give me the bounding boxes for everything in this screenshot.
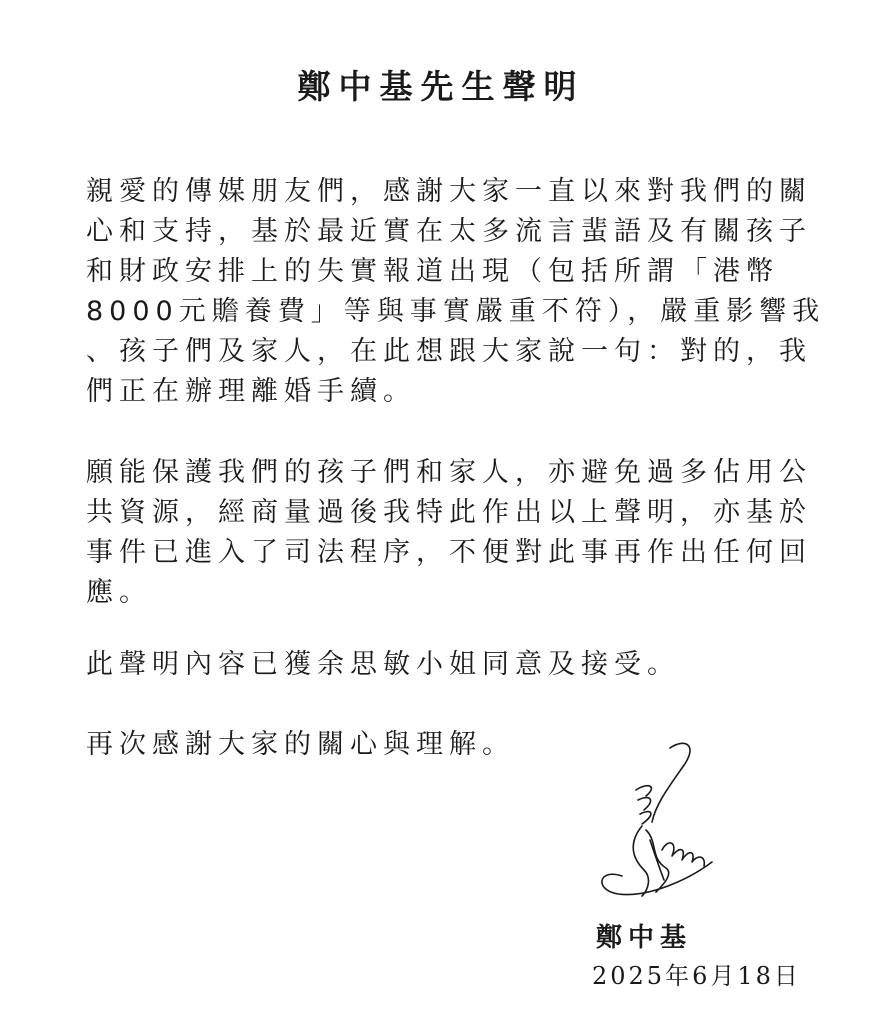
handwritten-signature bbox=[592, 730, 732, 910]
paragraph-line: 事件已進入了司法程序，不便對此事再作出任何回 bbox=[86, 537, 812, 568]
paragraph-line: 再次感謝大家的關心與理解。 bbox=[86, 729, 515, 760]
paragraph-line: 和財政安排上的失實報道出現（包括所謂「港幣 bbox=[86, 256, 779, 287]
paragraph-line: 們正在辦理離婚手續。 bbox=[86, 376, 416, 407]
paragraph-line: 此聲明內容已獲余思敏小姐同意及接受。 bbox=[86, 649, 680, 680]
signatory-name: 鄭中基 bbox=[596, 923, 693, 953]
statement-date: 2025年6月18日 bbox=[592, 962, 801, 990]
paragraph-line: 心和支持，基於最近實在太多流言蜚語及有關孩子 bbox=[86, 216, 812, 247]
paragraph-line: 願能保護我們的孩子們和家人，亦避免過多佔用公 bbox=[86, 457, 812, 488]
paragraph-line: 應。 bbox=[86, 577, 152, 608]
document-title: 鄭中基先生聲明 bbox=[297, 67, 585, 106]
paragraph-line: 、孩子們及家人，在此想跟大家說一句：對的，我 bbox=[86, 336, 812, 367]
paragraph-line: 親愛的傳媒朋友們，感謝大家一直以來對我們的關 bbox=[86, 176, 812, 207]
paragraph-line: 共資源，經商量過後我特此作出以上聲明，亦基於 bbox=[86, 497, 812, 528]
paragraph-line: 8000元贍養費」等與事實嚴重不符），嚴重影響我 bbox=[86, 296, 826, 327]
